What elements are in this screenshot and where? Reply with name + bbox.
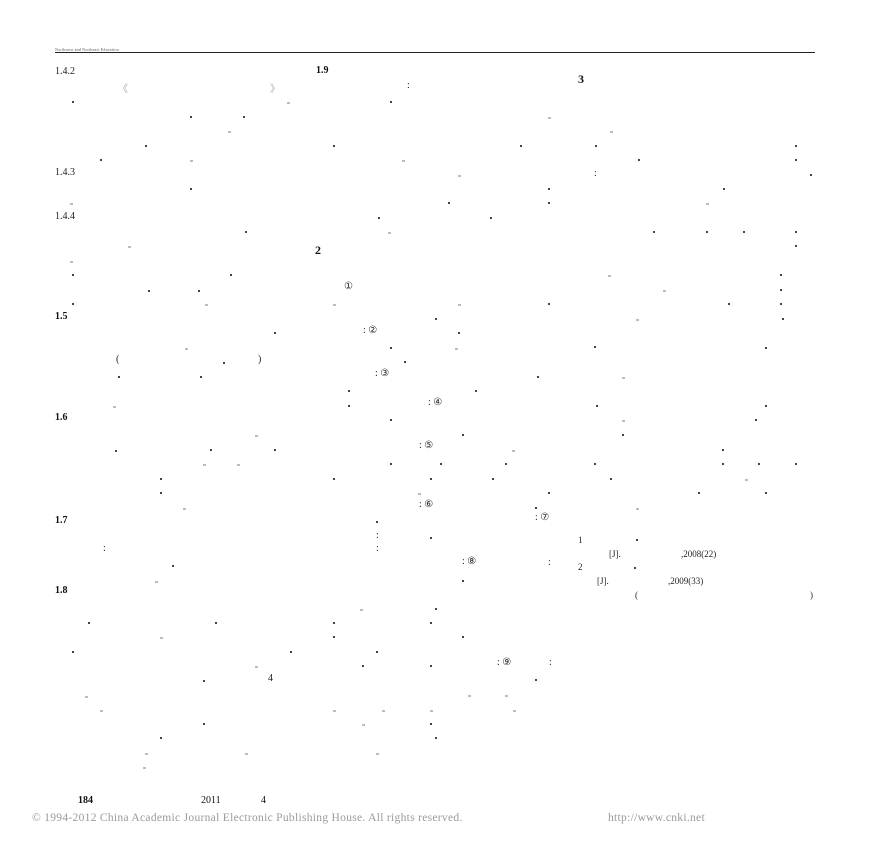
- footer-issue: 4: [261, 795, 266, 806]
- footnote-marker-7: : ⑦: [535, 512, 550, 523]
- section-heading-1-7: 1.7: [55, 515, 68, 526]
- section-heading-3: 3: [578, 72, 584, 86]
- footnote-marker-1: ①: [344, 281, 353, 292]
- colon: :: [549, 657, 552, 668]
- section-heading-1-6: 1.6: [55, 412, 68, 423]
- reference-paren-close: ): [810, 590, 813, 600]
- section-heading-1-8: 1.8: [55, 585, 68, 596]
- header-rule: [55, 52, 815, 53]
- reference-2-year: ,2009(33): [668, 576, 704, 586]
- footnote-marker-9: : ⑨: [497, 657, 512, 668]
- book-title-open-bracket: 《: [118, 84, 128, 95]
- colon: :: [407, 80, 410, 91]
- inline-number: 4: [268, 673, 273, 684]
- copyright-notice: © 1994-2012 China Academic Journal Electronic Publishing House. All rights reserved.: [32, 812, 463, 824]
- section-heading-1-5: 1.5: [55, 311, 68, 322]
- footnote-marker-3: : ③: [375, 368, 390, 379]
- section-heading-1-4-3: 1.4.3: [55, 167, 75, 178]
- reference-paren-open: (: [635, 590, 638, 600]
- colon: :: [594, 168, 597, 179]
- section-heading-1-9: 1.9: [316, 65, 329, 76]
- running-header: Northwest and Northeast Education: [55, 47, 119, 52]
- paren-close: ): [258, 354, 262, 365]
- footnote-marker-4: : ④: [428, 397, 443, 408]
- section-heading-1-4-4: 1.4.4: [55, 211, 75, 222]
- page-number: 184: [78, 795, 93, 806]
- section-heading-1-4-2: 1.4.2: [55, 66, 75, 77]
- cnki-url[interactable]: http://www.cnki.net: [608, 812, 705, 824]
- footnote-marker-5: : ⑤: [419, 440, 434, 451]
- colon: :: [548, 557, 551, 568]
- colon: :: [376, 543, 379, 554]
- footnote-marker-6: : ⑥: [419, 499, 434, 510]
- colon: :: [103, 543, 106, 554]
- section-heading-2: 2: [315, 243, 321, 257]
- colon: :: [376, 530, 379, 541]
- reference-1-year: ,2008(22): [681, 549, 717, 559]
- paren-open: (: [116, 354, 120, 365]
- reference-2-number: 2: [578, 562, 583, 572]
- footer-year: 2011: [201, 795, 221, 806]
- footnote-marker-2: : ②: [363, 325, 378, 336]
- reference-1-type: [J].: [609, 549, 621, 559]
- footnote-marker-8: : ⑧: [462, 556, 477, 567]
- reference-1-number: 1: [578, 535, 583, 545]
- reference-2-type: [J].: [597, 576, 609, 586]
- book-title-close-bracket: 》: [270, 84, 280, 95]
